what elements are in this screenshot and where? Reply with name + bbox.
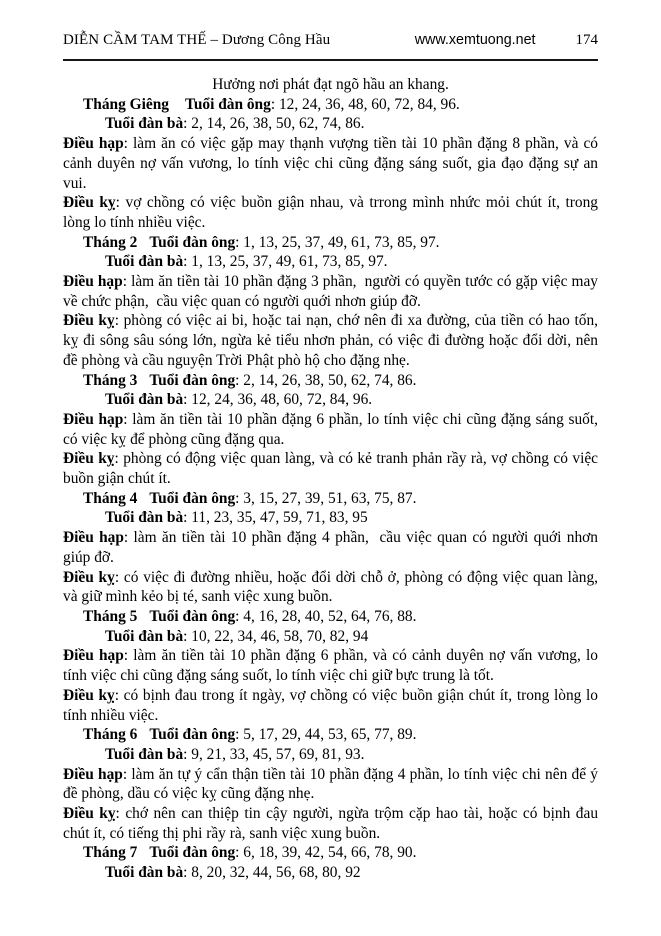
women-ages: 11, 23, 35, 47, 59, 71, 83, 95 — [191, 509, 368, 527]
book-title: DIỄN CẦM TAM THẾ – Dương Công Hầu — [63, 32, 331, 48]
ky-label: Điều kỵ — [63, 805, 116, 823]
men-ages-label: Tuổi đàn ông — [184, 95, 271, 113]
hap-label: Điều hạp — [63, 765, 123, 783]
colon: : — [123, 135, 133, 153]
hap-text: làm ăn có việc gặp may thạnh vượng tiền tài 10 phần đặng 8 phần, và có cảnh duyên nợ vấn vương, lo tính việc chi cũng đặng sáng suốt, gia đạo đặng sự an vui. — [63, 135, 599, 192]
colon: : — [122, 765, 132, 783]
month-heading — [63, 843, 598, 863]
women-ages: 8, 20, 32, 44, 56, 68, 80, 92 — [191, 864, 361, 882]
hap-paragraph — [63, 410, 598, 449]
ky-text: chớ nên can thiệp tin cậy người, ngừa trộm cặp hao tài, hoặc có bịnh đau chút ít, có tiếng thị phi rầy rà, sanh việc xung buồn. — [63, 805, 599, 842]
colon: : — [183, 391, 192, 409]
colon: : — [115, 194, 126, 212]
month-section — [63, 843, 598, 882]
women-ages-line — [63, 745, 598, 765]
intro-line: Hưởng nơi phát đạt ngõ hầu an khang. — [212, 76, 449, 93]
ky-text: vợ chồng có việc buồn giận nhau, và trrong mình nhức mỏi chút ít, trong lòng lo tính nhiều việc. — [63, 194, 599, 231]
women-ages-line — [63, 508, 598, 528]
men-ages: 5, 17, 29, 44, 53, 65, 77, 89. — [243, 726, 417, 744]
ky-paragraph — [63, 568, 598, 607]
colon: : — [122, 273, 132, 291]
men-ages-label: Tuổi đàn ông — [149, 489, 236, 507]
month-heading — [63, 233, 598, 253]
month-name: Tháng 2 — [83, 233, 138, 251]
men-ages-label: Tuổi đàn ông — [149, 371, 236, 389]
men-ages: 2, 14, 26, 38, 50, 62, 74, 86. — [243, 371, 417, 389]
ky-paragraph — [63, 311, 598, 370]
men-ages: 12, 24, 36, 48, 60, 72, 84, 96. — [278, 95, 460, 113]
hap-paragraph — [63, 765, 598, 804]
women-ages-line — [63, 252, 598, 272]
colon: : — [115, 805, 126, 823]
colon: : — [114, 686, 124, 704]
ky-text: có bịnh đau trong ít ngày, vợ chồng có việc buồn giận chút ít, trong lòng lo tính nhiều việc. — [63, 686, 598, 724]
month-section — [63, 607, 598, 725]
colon: : — [235, 726, 244, 744]
ky-label: Điều kỵ — [63, 568, 115, 586]
women-ages-line — [63, 390, 598, 410]
women-ages: 10, 22, 34, 46, 58, 70, 82, 94 — [191, 627, 369, 645]
men-ages-label: Tuổi đàn ông — [149, 726, 236, 744]
month-heading — [63, 371, 598, 391]
month-section — [63, 489, 598, 607]
ky-text: phòng có động việc quan làng, và có kẻ tranh phản rầy rà, vợ chồng có việc buồn giận chút ít. — [63, 450, 599, 488]
men-ages: 4, 16, 28, 40, 52, 64, 76, 88. — [243, 607, 417, 625]
hap-paragraph — [63, 134, 598, 193]
month-name: Tháng 4 — [83, 489, 138, 507]
month-name: Tháng 6 — [83, 726, 138, 744]
colon: : — [183, 627, 192, 645]
ky-paragraph — [63, 449, 598, 488]
ky-label: Điều kỵ — [63, 450, 115, 468]
colon: : — [183, 253, 192, 271]
month-section — [63, 233, 598, 371]
colon: : — [235, 233, 244, 251]
month-name: Tháng 7 — [83, 844, 138, 862]
colon: : — [235, 844, 244, 862]
hap-paragraph — [63, 272, 598, 311]
page-header — [63, 30, 598, 61]
colon: : — [114, 568, 124, 586]
colon: : — [183, 864, 192, 882]
women-ages-label: Tuổi đàn bà — [105, 253, 184, 271]
page-body — [63, 75, 598, 883]
hap-text: làm ăn tiền tài 10 phần đặng 4 phần, cầu việc quan có người quới nhơn giúp đỡ. — [63, 529, 598, 566]
month-heading — [63, 607, 598, 627]
women-ages-line — [63, 627, 598, 647]
ky-paragraph — [63, 804, 598, 843]
hap-text: làm ăn tiền tài 10 phần đặng 3 phần, người có quyền tước có gặp việc may về chức phận, cầu việc quan có người quới nhơn giúp đỡ. — [63, 273, 599, 310]
ky-label: Điều kỵ — [63, 312, 115, 330]
colon: : — [183, 509, 192, 527]
month-name: Tháng 3 — [83, 371, 138, 389]
colon: : — [235, 371, 244, 389]
month-section — [63, 371, 598, 489]
women-ages-label: Tuổi đàn bà — [105, 391, 184, 409]
women-ages: 12, 24, 36, 48, 60, 72, 84, 96. — [191, 391, 373, 409]
hap-label: Điều hạp — [63, 410, 124, 428]
colon: : — [235, 489, 244, 507]
women-ages: 2, 14, 26, 38, 50, 62, 74, 86. — [191, 115, 365, 133]
colon: : — [183, 115, 192, 133]
month-heading — [63, 95, 598, 115]
women-ages-line — [63, 863, 598, 883]
women-ages-line — [63, 114, 598, 134]
colon: : — [183, 745, 192, 763]
men-ages: 1, 13, 25, 37, 49, 61, 73, 85, 97. — [243, 233, 440, 251]
colon: : — [114, 312, 124, 330]
hap-label: Điều hạp — [63, 529, 124, 547]
women-ages-label: Tuổi đàn bà — [105, 745, 184, 763]
colon: : — [270, 95, 279, 113]
hap-text: làm ăn tự ý cẩn thận tiền tài 10 phần đặng 4 phần, lo tính việc chi nên để ý đề phòng, dầu có việc kỵ cũng đặng nhẹ. — [63, 765, 598, 803]
month-name: Tháng 5 — [83, 607, 138, 625]
colon: : — [235, 607, 244, 625]
month-section — [63, 95, 598, 233]
ky-text: có việc đi đường nhiều, hoặc đổi dời chỗ ở, phòng có động việc quan làng, và giữ mình kẻo bị té, sanh việc xung buồn. — [63, 568, 599, 606]
men-ages-label: Tuổi đàn ông — [149, 844, 236, 862]
women-ages-label: Tuổi đàn bà — [105, 627, 184, 645]
hap-paragraph — [63, 528, 598, 567]
hap-label: Điều hạp — [63, 647, 124, 665]
month-section — [63, 725, 598, 843]
colon: : — [123, 529, 134, 547]
ky-paragraph — [63, 193, 598, 232]
ky-text: phòng có việc ai bi, hoặc tai nạn, chớ nên đi xa đường, của tiền có hao tốn, kỵ đi sông sâu sóng lớn, ngừa kẻ tiểu nhơn phản, có việc đi đường hoặc đổi dời, nên đề phòng và cầu nguyện Trời Phật phò hộ cho đặng nhẹ. — [63, 312, 599, 369]
month-heading — [63, 489, 598, 509]
women-ages-label: Tuổi đàn bà — [105, 115, 184, 133]
women-ages: 1, 13, 25, 37, 49, 61, 73, 85, 97. — [191, 253, 388, 271]
hap-label: Điều hạp — [63, 135, 124, 153]
month-heading — [63, 725, 598, 745]
women-ages-label: Tuổi đàn bà — [105, 864, 184, 882]
hap-label: Điều hạp — [63, 273, 123, 291]
ky-paragraph — [63, 686, 598, 725]
hap-text: làm ăn tiền tài 10 phần đặng 6 phần, và có cảnh duyên nợ vấn vương, lo tính việc chi cũng đặng sáng suốt, lo tính việc chi giữ bực trung là tốt. — [63, 647, 599, 685]
men-ages: 6, 18, 39, 42, 54, 66, 78, 90. — [243, 844, 417, 862]
month-name: Tháng Giêng — [83, 95, 169, 113]
women-ages-label: Tuổi đàn bà — [105, 509, 184, 527]
women-ages: 9, 21, 33, 45, 57, 69, 81, 93. — [191, 745, 365, 763]
colon: : — [114, 450, 124, 468]
hap-text: làm ăn tiền tài 10 phần đặng 6 phần, lo tính việc chi cũng đặng sáng suốt, có việc kỵ để phòng cũng đặng qua. — [63, 410, 598, 448]
men-ages: 3, 15, 27, 39, 51, 63, 75, 87. — [243, 489, 417, 507]
men-ages-label: Tuổi đàn ông — [149, 233, 236, 251]
men-ages-label: Tuổi đàn ông — [149, 607, 236, 625]
ky-label: Điều kỵ — [63, 194, 116, 212]
colon: : — [123, 647, 134, 665]
ky-label: Điều kỵ — [63, 686, 115, 704]
colon: : — [123, 410, 133, 428]
website-url: www.xemtuong.net — [414, 32, 536, 48]
page-number: 174 — [575, 32, 598, 48]
hap-paragraph — [63, 646, 598, 685]
